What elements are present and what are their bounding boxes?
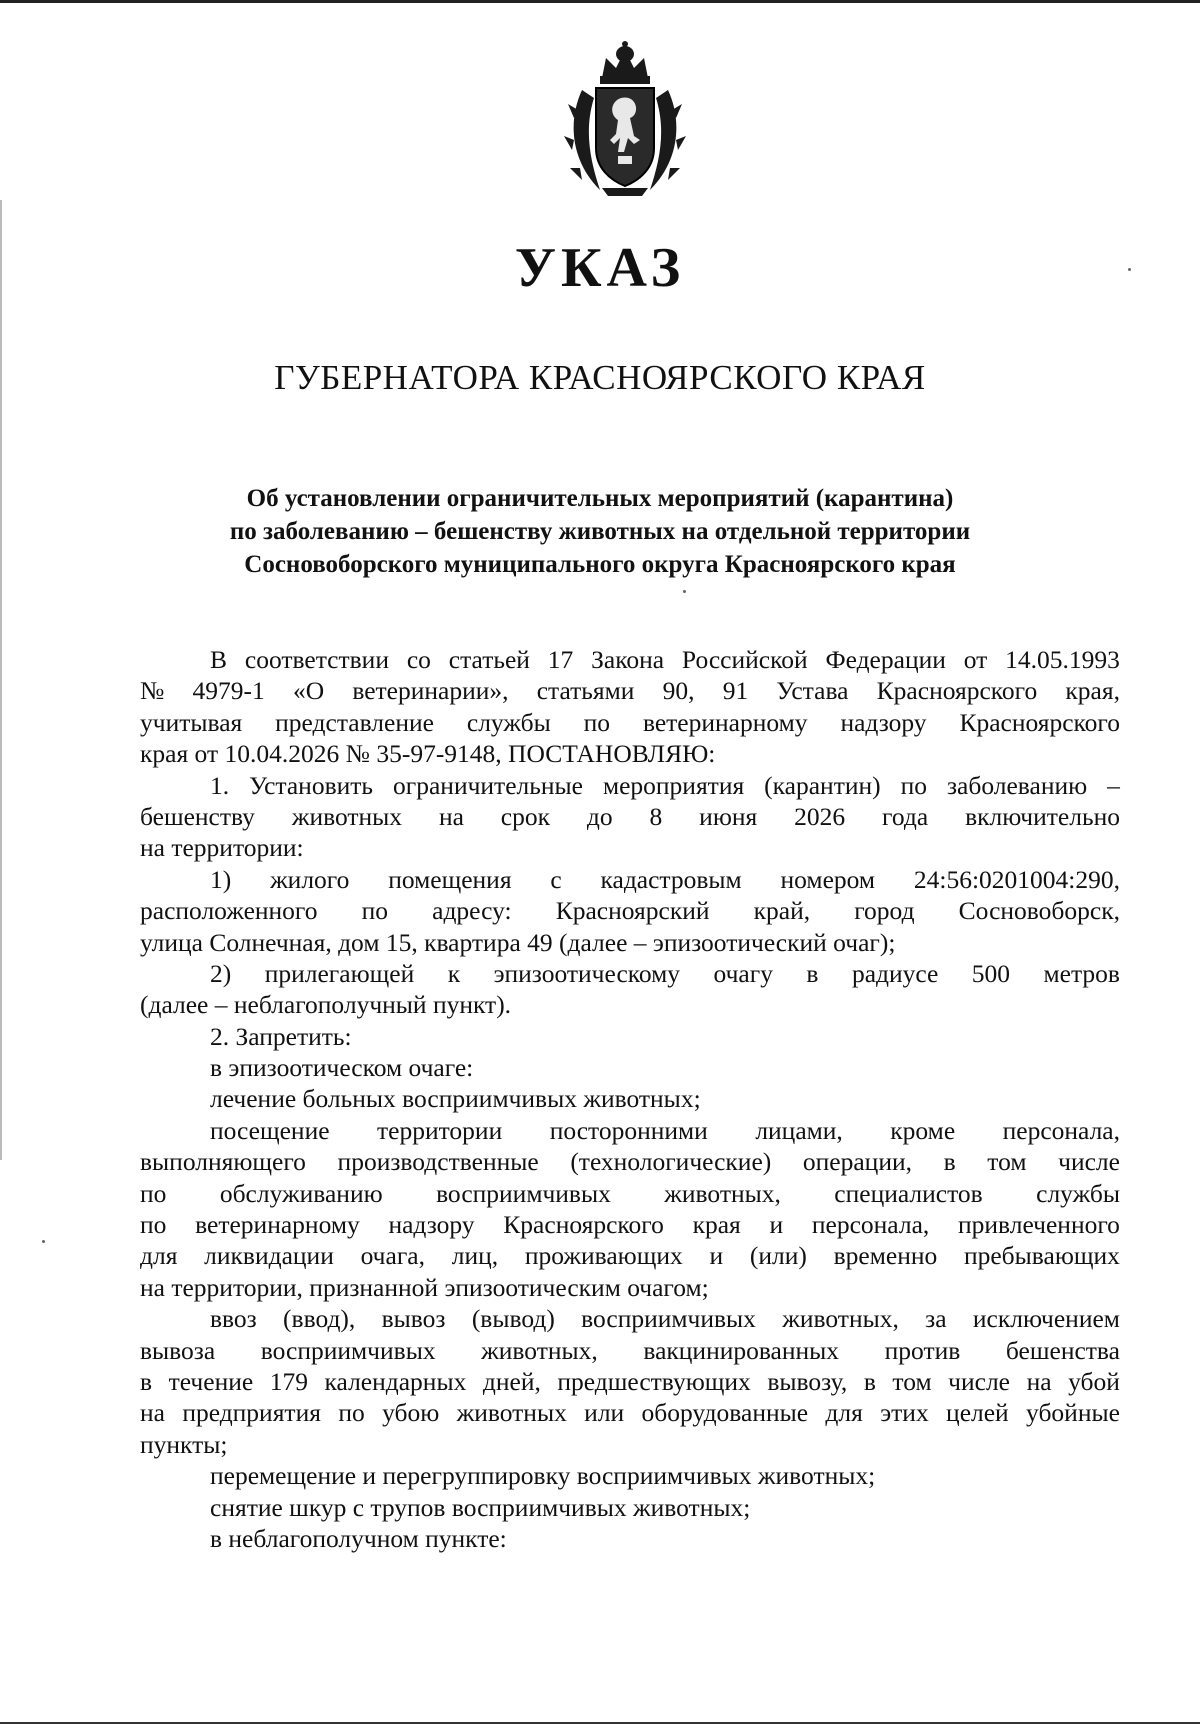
body-word: по	[140, 1178, 167, 1208]
body-word: операции,	[802, 1147, 912, 1177]
body-word: том	[892, 1366, 932, 1396]
body-word: прилегающей	[264, 958, 415, 988]
body-text-line	[140, 1115, 1120, 1146]
body-word: срок	[500, 801, 551, 831]
body-word: –	[1107, 770, 1120, 800]
body-word: к	[447, 958, 461, 988]
body-word: очага,	[360, 1241, 425, 1271]
body-text-line	[140, 1146, 1120, 1177]
body-text-line	[140, 1209, 1120, 1240]
body-word: за	[925, 1304, 947, 1334]
body-word: 8	[649, 801, 663, 831]
body-text-line	[140, 1240, 1120, 1271]
body-text-line: снятие шкур с трупов восприимчивых животных;	[210, 1492, 751, 1522]
body-text-line: в эпизоотическом очаге:	[210, 1053, 474, 1083]
body-word: 500	[971, 958, 1011, 988]
body-word: числе	[948, 1366, 1011, 1396]
body-word: числе	[1058, 1147, 1120, 1177]
body-word: года	[882, 801, 929, 831]
body-word: течение	[168, 1366, 254, 1396]
body-text-line	[140, 675, 1120, 706]
body-word: убой	[1068, 1366, 1120, 1396]
body-word: животных	[291, 801, 403, 831]
body-word: Красноярского	[503, 1210, 664, 1240]
body-word: (технологические)	[570, 1147, 772, 1177]
body-text-line	[140, 707, 1120, 738]
body-word: 91	[722, 676, 749, 706]
body-word: до	[586, 801, 613, 831]
body-word: Устава	[776, 676, 849, 706]
body-word: июня	[699, 801, 758, 831]
body-word: расположенного	[140, 896, 318, 926]
body-word: края,	[1065, 676, 1120, 706]
body-text-line: в неблагополучном пункте:	[210, 1523, 507, 1553]
body-word: (ввод),	[283, 1304, 356, 1334]
body-word: Красноярский	[555, 896, 710, 926]
body-text-line	[140, 1178, 1120, 1209]
body-word: животных	[456, 1398, 567, 1428]
document-type-title: УКАЗ	[514, 237, 686, 299]
scan-edge-top	[0, 0, 1200, 3]
body-word: специалистов	[834, 1178, 983, 1208]
subject-line: Об установлении ограничительных мероприятий (карантина)	[246, 485, 954, 512]
body-word: предприятия	[182, 1398, 321, 1428]
body-word: представление	[275, 707, 434, 737]
body-word: 2026	[794, 801, 846, 831]
body-word: и	[769, 1210, 784, 1240]
body-word: 90,	[662, 676, 695, 706]
body-word: надзору	[388, 1210, 475, 1240]
body-word: в	[140, 1366, 153, 1396]
body-word: бешенству	[140, 801, 255, 831]
body-text-line	[140, 1366, 1120, 1397]
body-word: для	[825, 1398, 863, 1428]
body-word: предшествующих	[557, 1366, 751, 1396]
body-word: статьями	[536, 676, 635, 706]
body-word: в	[943, 1147, 956, 1177]
body-word: учитывая	[140, 707, 243, 737]
body-word: 14.05.1993	[1005, 645, 1120, 674]
body-word: номером	[780, 864, 876, 894]
body-word: вакцинированных	[643, 1335, 840, 1365]
body-word: Закона	[591, 645, 665, 674]
body-word: службы	[1036, 1178, 1120, 1208]
body-text-line: 2. Запретить:	[210, 1021, 352, 1051]
body-word: ветеринарному	[195, 1210, 360, 1240]
body-word: В	[210, 645, 228, 674]
body-word: статьей	[448, 645, 530, 674]
body-word: в	[863, 1366, 876, 1396]
body-word: Российской	[681, 645, 808, 674]
body-word: жилого	[270, 864, 350, 894]
body-word: Сосновоборск,	[958, 896, 1120, 926]
body-text-line: (далее – неблагополучный пункт).	[140, 990, 512, 1020]
body-word: животных,	[481, 1335, 598, 1365]
body-word: 1)	[210, 864, 232, 894]
body-word: оборудованные	[641, 1398, 809, 1428]
body-word: производственные	[337, 1147, 539, 1177]
body-word: метров	[1043, 958, 1120, 988]
body-word: ограничительные	[393, 770, 583, 800]
body-text-line	[140, 644, 1120, 675]
body-word: бешенства	[1005, 1335, 1120, 1365]
body-word: на	[438, 801, 464, 831]
body-text-line: на территории:	[140, 833, 304, 863]
body-word: заболеванию	[946, 770, 1088, 800]
decree-body-text	[140, 644, 1120, 1554]
body-word: вывоз	[381, 1304, 446, 1334]
body-word: (или)	[749, 1241, 807, 1271]
body-word: привлеченного	[958, 1210, 1120, 1240]
body-word: по	[140, 1210, 167, 1240]
body-word: территории	[377, 1115, 503, 1145]
body-word: края	[692, 1210, 741, 1240]
body-word: надзору	[840, 707, 927, 737]
body-text-line: лечение больных восприимчивых животных;	[210, 1084, 701, 1114]
body-word: лицами,	[755, 1115, 843, 1145]
body-word: этих	[880, 1398, 929, 1428]
body-word: вывозу,	[767, 1366, 848, 1396]
body-word: животных,	[664, 1178, 781, 1208]
body-word: посторонними	[549, 1115, 708, 1145]
scan-edge-bottom	[0, 1722, 1200, 1724]
body-word: 17	[547, 645, 574, 674]
body-word: кадастровым	[600, 864, 742, 894]
body-word: Федерации	[825, 645, 946, 674]
body-word: и	[709, 1241, 724, 1271]
body-word: радиусе	[851, 958, 939, 988]
subject-line: по заболеванию – бешенству животных на отдельной территории	[229, 518, 971, 545]
body-word: соответствии	[244, 645, 389, 674]
body-word: 1.	[210, 770, 230, 800]
body-word: (вывод)	[471, 1304, 555, 1334]
body-text-line	[140, 895, 1120, 926]
body-text-line: пункты;	[140, 1429, 228, 1459]
body-word: или	[584, 1398, 625, 1428]
body-word: на	[140, 1398, 165, 1428]
body-word: восприимчивых	[260, 1335, 436, 1365]
body-word: город	[854, 896, 915, 926]
body-word: выполняющего	[140, 1147, 306, 1177]
body-word: посещение	[210, 1115, 330, 1145]
body-word: убойные	[1026, 1398, 1120, 1428]
body-word: в	[806, 958, 819, 988]
body-word: восприимчивых	[436, 1178, 611, 1208]
body-word: Установить	[249, 770, 374, 800]
body-word: на	[1026, 1366, 1052, 1396]
body-word: очагу	[713, 958, 773, 988]
body-text-line: перемещение и перегруппировку восприимчивых животных;	[210, 1461, 876, 1491]
krasnoyarsk-coat-of-arms-icon	[560, 40, 690, 200]
body-word: убою	[382, 1398, 440, 1428]
body-text-line	[140, 801, 1120, 832]
body-word: для	[140, 1241, 178, 1271]
subject-line: Сосновоборского муниципального округа Красноярского края	[244, 551, 956, 578]
scan-edge-left	[0, 200, 2, 1160]
body-word: (карантин)	[764, 770, 881, 800]
body-word: животных,	[782, 1304, 899, 1334]
body-text-line	[140, 1335, 1120, 1366]
body-word: Красноярского	[959, 707, 1120, 737]
body-word: 4979-1	[192, 676, 265, 706]
body-text-line	[140, 1303, 1120, 1334]
body-word: дней,	[482, 1366, 541, 1396]
body-word: вывоза	[140, 1335, 216, 1365]
body-word: «О	[292, 676, 325, 706]
body-word: ликвидации	[204, 1241, 334, 1271]
body-word: против	[884, 1335, 961, 1365]
body-word: адресу:	[432, 896, 512, 926]
body-word: от	[963, 645, 988, 674]
body-word: №	[140, 676, 165, 706]
body-word: Красноярского	[876, 676, 1038, 706]
body-word: проживающих	[524, 1241, 683, 1271]
body-word: ветеринарному	[642, 707, 808, 737]
body-text-line	[140, 770, 1120, 801]
body-text-line	[140, 864, 1120, 895]
body-word: ветеринарии»,	[352, 676, 509, 706]
body-word: восприимчивых	[581, 1304, 756, 1334]
body-word: со	[406, 645, 431, 674]
issuer-heading: ГУБЕРНАТОРА КРАСНОЯРСКОГО КРАЯ	[274, 358, 926, 397]
body-word: ввоз	[210, 1304, 257, 1334]
body-word: календарных	[324, 1366, 467, 1396]
decree-subject	[140, 482, 1060, 581]
body-word: по	[583, 707, 611, 737]
body-word: 2)	[210, 958, 232, 988]
body-text-line: на территории, признанной эпизоотическим очагом;	[140, 1272, 709, 1302]
scan-speck	[683, 590, 686, 593]
body-word: обслуживанию	[219, 1178, 383, 1208]
body-word: пребывающих	[963, 1241, 1120, 1271]
body-word: по	[338, 1398, 365, 1428]
body-word: с	[550, 864, 562, 894]
body-word: мероприятия	[602, 770, 745, 800]
body-word: исключением	[972, 1304, 1120, 1334]
body-word: 179	[269, 1366, 308, 1396]
body-word: целей	[946, 1398, 1009, 1428]
body-word: по	[361, 896, 389, 926]
body-word: по	[900, 770, 928, 800]
body-word: персонала,	[1002, 1115, 1120, 1145]
body-word: помещения	[388, 864, 512, 894]
body-word: эпизоотическому	[493, 958, 681, 988]
body-word: включительно	[965, 801, 1120, 831]
body-word: 24:56:0201004:290,	[913, 864, 1120, 894]
body-word: службы	[466, 707, 551, 737]
body-word: том	[987, 1147, 1027, 1177]
body-word: временно	[833, 1241, 938, 1271]
body-text-line	[140, 958, 1120, 989]
body-text-line: края от 10.04.2026 № 35-97-9148, ПОСТАНОВЛЯЮ:	[140, 739, 716, 769]
body-word: лиц,	[451, 1241, 499, 1271]
body-word: кроме	[890, 1115, 956, 1145]
body-word: край,	[753, 896, 811, 926]
body-text-line	[140, 1397, 1120, 1428]
body-text-line: улица Солнечная, дом 15, квартира 49 (далее – эпизоотический очаг);	[140, 927, 896, 957]
body-word: персонала,	[811, 1210, 930, 1240]
scan-speck	[42, 1240, 45, 1243]
